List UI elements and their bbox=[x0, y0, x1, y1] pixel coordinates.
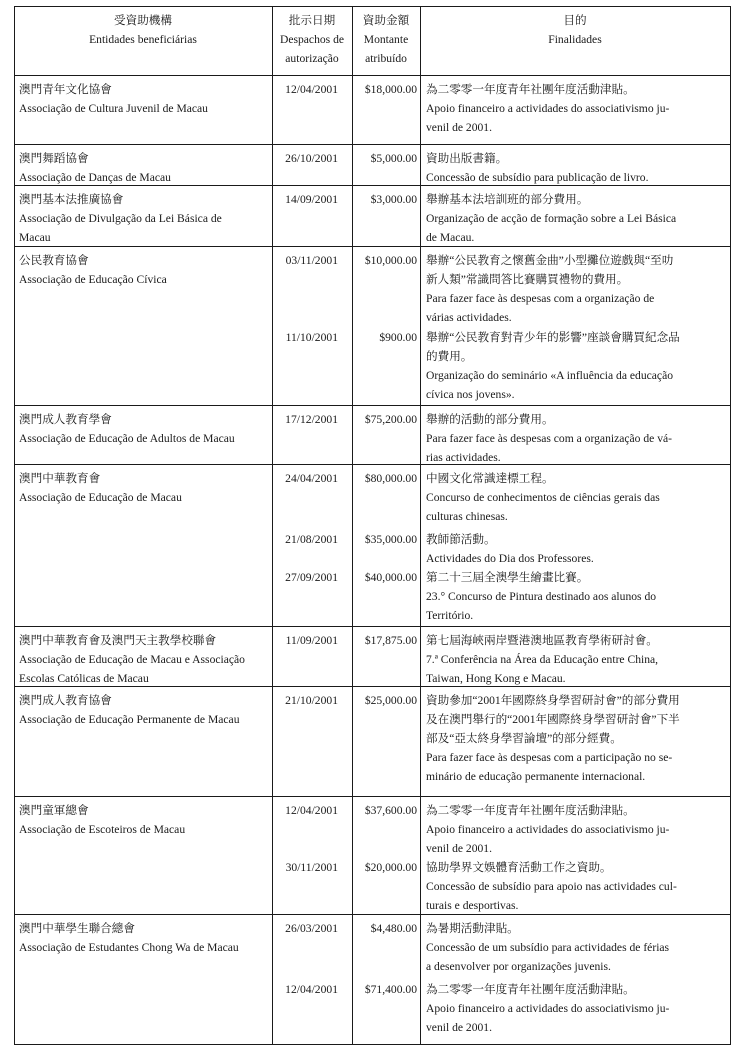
entity-name: 澳門青年文化協會 bbox=[19, 83, 112, 96]
entity-name: Associação de Educação Permanente de Macau bbox=[19, 713, 240, 726]
grant-amount: $37,600.00 bbox=[364, 804, 417, 817]
grant-purpose: 為二零零一年度青年社團年度活動津貼。 bbox=[426, 804, 635, 817]
grant-purpose: 7.ª Conferência na Área da Educação entre China, bbox=[426, 653, 659, 666]
grant-purpose: 23.° Concurso de Pintura destinado aos alunos do bbox=[426, 590, 657, 603]
grant-purpose: Concessão de subsídio para apoio nas actividades cul- bbox=[426, 880, 677, 893]
grant-date: 12/04/2001 bbox=[285, 983, 338, 996]
grant-purpose: Concessão de subsídio para publicação de livro. bbox=[426, 171, 649, 184]
table-rule-horizontal bbox=[14, 914, 731, 915]
grant-purpose: Território. bbox=[426, 609, 474, 622]
grant-purpose: 舉辦基本法培訓班的部分費用。 bbox=[426, 193, 589, 206]
grant-purpose: Concurso de conhecimentos de ciências gerais das bbox=[426, 491, 660, 504]
grant-purpose: 為二零零一年度青年社團年度活動津貼。 bbox=[426, 983, 635, 996]
grant-purpose: 第七屆海峽兩岸暨港澳地區教育學術研討會。 bbox=[426, 634, 658, 647]
grant-amount: $900.00 bbox=[379, 331, 417, 344]
grant-date: 12/04/2001 bbox=[285, 804, 338, 817]
header-entity: 受資助機構 bbox=[114, 14, 172, 27]
grant-purpose: cívica nos jovens». bbox=[426, 388, 515, 401]
grant-purpose: 新人類”常識問答比賽購買禮物的費用。 bbox=[426, 273, 629, 286]
grant-purpose: Apoio financeiro a actividades do associativismo ju- bbox=[426, 102, 670, 115]
grant-purpose: 協助學界文娛體育活動工作之資助。 bbox=[426, 861, 612, 874]
grant-amount: $71,400.00 bbox=[364, 983, 417, 996]
grant-date: 11/09/2001 bbox=[285, 634, 338, 647]
grant-purpose: minário de educação permanente internacional. bbox=[426, 770, 646, 783]
grant-date: 14/09/2001 bbox=[285, 193, 338, 206]
header-date: 批示日期 bbox=[288, 14, 336, 27]
entity-name: 澳門舞蹈協會 bbox=[19, 152, 89, 165]
grant-purpose: venil de 2001. bbox=[426, 842, 493, 855]
entity-name: Associação de Divulgação da Lei Básica de bbox=[19, 212, 222, 225]
grant-purpose: 的費用。 bbox=[426, 350, 473, 363]
grant-date: 03/11/2001 bbox=[285, 254, 338, 267]
grant-purpose: Concessão de um subsídio para actividades de férias bbox=[426, 941, 670, 954]
entity-name: 澳門成人教育協會 bbox=[19, 694, 112, 707]
grant-date: 27/09/2001 bbox=[285, 571, 338, 584]
grant-amount: $3,000.00 bbox=[370, 193, 417, 206]
grant-purpose: 中國文化常識達標工程。 bbox=[426, 472, 554, 485]
table-rule-horizontal bbox=[14, 246, 731, 247]
grant-purpose: 部及“亞太終身學習論壇”的部分經費。 bbox=[426, 732, 622, 745]
entity-name: Associação de Danças de Macau bbox=[19, 171, 171, 184]
grant-purpose: de Macau. bbox=[426, 231, 475, 244]
grant-purpose: venil de 2001. bbox=[426, 121, 493, 134]
grant-purpose: Apoio financeiro a actividades do associativismo ju- bbox=[426, 823, 670, 836]
grant-date: 12/04/2001 bbox=[285, 83, 338, 96]
table-rule-vertical bbox=[420, 6, 421, 1045]
grant-date: 24/04/2001 bbox=[285, 472, 338, 485]
grant-amount: $10,000.00 bbox=[364, 254, 417, 267]
grant-purpose: 為二零零一年度青年社團年度活動津貼。 bbox=[426, 83, 635, 96]
grant-purpose: 舉辦“公民教育之懷舊金曲”小型攤位遊戲與“至叻 bbox=[426, 254, 674, 267]
grant-purpose: Para fazer face às despesas com a organização de vá- bbox=[426, 432, 673, 445]
entity-name: Associação de Escoteiros de Macau bbox=[19, 823, 186, 836]
grant-amount: $17,875.00 bbox=[364, 634, 417, 647]
grant-purpose: 資助出版書籍。 bbox=[426, 152, 508, 165]
table-rule-horizontal bbox=[14, 796, 731, 797]
grant-purpose: várias actividades. bbox=[426, 311, 512, 324]
grant-purpose: Para fazer face às despesas com a participação no se- bbox=[426, 751, 673, 764]
grant-date: 11/10/2001 bbox=[285, 331, 338, 344]
grant-purpose: 資助參加“2001年國際終身學習研討會”的部分費用 bbox=[426, 694, 680, 707]
grant-purpose: Para fazer face às despesas com a organização de bbox=[426, 292, 655, 305]
grant-date: 21/08/2001 bbox=[285, 533, 338, 546]
table-rule-horizontal bbox=[14, 144, 731, 145]
header-entity: Entidades beneficiárias bbox=[89, 33, 197, 46]
grant-purpose: Actividades do Dia dos Professores. bbox=[426, 552, 594, 565]
header-purpose: 目的 bbox=[563, 14, 587, 27]
table-rule-horizontal bbox=[14, 405, 731, 406]
entity-name: Associação de Cultura Juvenil de Macau bbox=[19, 102, 208, 115]
grant-amount: $5,000.00 bbox=[370, 152, 417, 165]
grant-purpose: 第二十三屆全澳學生繪畫比賽。 bbox=[426, 571, 589, 584]
entity-name: 澳門基本法推廣協會 bbox=[19, 193, 124, 206]
header-date: autorização bbox=[285, 52, 339, 65]
grant-purpose: venil de 2001. bbox=[426, 1021, 493, 1034]
table-rule-horizontal bbox=[14, 75, 731, 76]
entity-name: 澳門中華教育會 bbox=[19, 472, 101, 485]
grant-date: 17/12/2001 bbox=[285, 413, 338, 426]
grant-amount: $4,480.00 bbox=[370, 922, 417, 935]
grant-amount: $40,000.00 bbox=[364, 571, 417, 584]
entity-name: 澳門中華學生聯合總會 bbox=[19, 922, 135, 935]
table-rule-vertical bbox=[14, 6, 15, 1045]
grant-purpose: Taiwan, Hong Kong e Macau. bbox=[426, 672, 566, 685]
grant-date: 26/10/2001 bbox=[285, 152, 338, 165]
table-rule-horizontal bbox=[14, 464, 731, 465]
grant-purpose: Organização de acção de formação sobre a Lei Básica bbox=[426, 212, 677, 225]
table-rule-horizontal bbox=[14, 1044, 731, 1045]
grant-purpose: 教師節活動。 bbox=[426, 533, 496, 546]
grant-purpose: rias actividades. bbox=[426, 451, 501, 464]
entity-name: Associação de Estudantes Chong Wa de Macau bbox=[19, 941, 239, 954]
entity-name: Associação de Educação de Adultos de Macau bbox=[19, 432, 235, 445]
grant-purpose: Organização do seminário «A influência da educação bbox=[426, 369, 674, 382]
header-amount: 資助金額 bbox=[362, 14, 410, 27]
entity-name: Macau bbox=[19, 231, 51, 244]
grant-purpose: 舉辦“公民教育對青少年的影響”座談會購買紀念品 bbox=[426, 331, 680, 344]
table-rule-horizontal bbox=[14, 6, 731, 7]
entity-name: 澳門成人教育學會 bbox=[19, 413, 112, 426]
header-date: Despachos de bbox=[279, 33, 345, 46]
grant-amount: $20,000.00 bbox=[364, 861, 417, 874]
grant-purpose: 為暑期活動津貼。 bbox=[426, 922, 519, 935]
grant-purpose: 及在澳門舉行的“2001年國際終身學習研討會”下半 bbox=[426, 713, 680, 726]
header-purpose: Finalidades bbox=[548, 33, 602, 46]
grant-amount: $18,000.00 bbox=[364, 83, 417, 96]
grant-amount: $35,000.00 bbox=[364, 533, 417, 546]
grant-amount: $80,000.00 bbox=[364, 472, 417, 485]
grant-purpose: culturas chinesas. bbox=[426, 510, 508, 523]
grant-purpose: Apoio financeiro a actividades do associativismo ju- bbox=[426, 1002, 670, 1015]
entity-name: 公民教育協會 bbox=[19, 254, 89, 267]
grant-purpose: turais e desportivas. bbox=[426, 899, 519, 912]
table-rule-horizontal bbox=[14, 626, 731, 627]
grant-amount: $75,200.00 bbox=[364, 413, 417, 426]
entity-name: 澳門童軍總會 bbox=[19, 804, 89, 817]
entity-name: Associação de Educação de Macau bbox=[19, 491, 182, 504]
entity-name: Associação de Educação de Macau e Associação bbox=[19, 653, 245, 666]
header-amount: atribuído bbox=[365, 52, 407, 65]
grant-date: 26/03/2001 bbox=[285, 922, 338, 935]
grant-date: 21/10/2001 bbox=[285, 694, 338, 707]
grant-purpose: a desenvolver por organizações juvenis. bbox=[426, 960, 611, 973]
entity-name: Associação de Educação Cívica bbox=[19, 273, 167, 286]
grant-amount: $25,000.00 bbox=[364, 694, 417, 707]
table-rule-vertical bbox=[730, 6, 731, 1045]
entity-name: 澳門中華教育會及澳門天主教學校聯會 bbox=[19, 634, 217, 647]
grant-date: 30/11/2001 bbox=[285, 861, 338, 874]
header-amount: Montante bbox=[363, 33, 409, 46]
entity-name: Escolas Católicas de Macau bbox=[19, 672, 149, 685]
grant-purpose: 舉辦的活動的部分費用。 bbox=[426, 413, 554, 426]
